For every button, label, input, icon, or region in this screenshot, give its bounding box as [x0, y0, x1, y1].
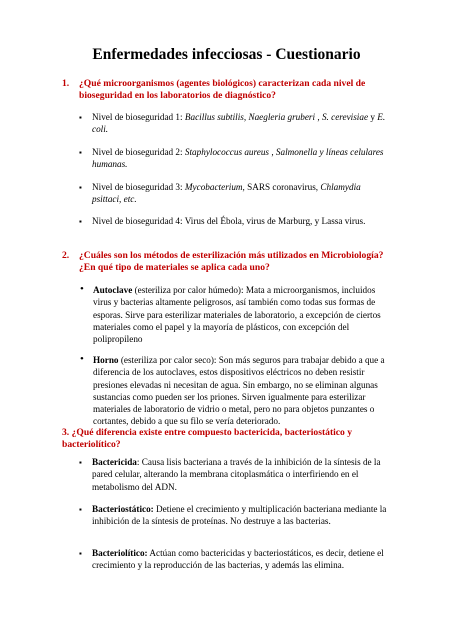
list-item	[92, 146, 392, 171]
item-term: Bacteriostático:	[92, 504, 154, 514]
item-term: Horno	[93, 355, 119, 365]
page-title: Enfermedades infecciosas - Cuestionario	[92, 46, 361, 63]
list-item	[92, 503, 392, 528]
item-text: : Causa lisis bacteriana a través de la inhibición de la síntesis de la pared celular, alterando la membrana citoplasmática o interfiriendo en el metabolismo del ADN.	[92, 457, 381, 492]
item-term: Bacteriolítico:	[92, 548, 148, 558]
item-text: (esteriliza por calor húmedo): Mata a microorganismos, incluidos virus y bacterias altamente peligrosos, así también como todas sus formas de esporas. Sirve para esterilizar materiales de laboratorio, a excepción de ciertos materiales como el papel y la mayoría de plásticos, con excepción del polipropileno	[93, 285, 381, 345]
bullet-icon: •	[80, 283, 84, 295]
item-text: ,	[315, 112, 322, 122]
bullet-icon: ▪	[79, 458, 82, 467]
item-text: Actúan como bactericidas y bacteriostáticos, es decir, detiene el crecimiento y la reproducción de las bacterias, y además las elimina.	[92, 548, 384, 571]
item-text: Nivel de bioseguridad 1:	[92, 112, 185, 122]
item-text: y	[368, 112, 378, 122]
bullet-icon: ▪	[79, 549, 82, 558]
item-text: Nivel de bioseguridad 3:	[92, 182, 185, 192]
question-3-text: 3. ¿Qué diferencia existe entre compuesto bactericida, bacteriostático y bacteriolítico?	[62, 427, 353, 451]
item-text: Nivel de bioseguridad 2:	[92, 147, 185, 157]
list-item	[92, 547, 392, 572]
bullet-icon: ▪	[79, 148, 82, 157]
question-2-number: 2.	[62, 250, 70, 261]
item-term: Autoclave	[93, 285, 133, 295]
item-text: SARS coronavirus,	[244, 182, 321, 192]
bullet-icon: •	[80, 353, 84, 365]
question-1-number: 1.	[62, 78, 70, 89]
bullet-icon: ▪	[79, 505, 82, 514]
item-italic: S. cerevisiae	[321, 112, 369, 122]
question-1-text: ¿Qué microorganismos (agentes biológicos) caracterizan cada nivel de bioseguridad en los laboratorios de diagnóstico?	[79, 78, 366, 102]
item-italic: E. coli.	[92, 112, 386, 135]
bullet-icon: ▪	[79, 183, 82, 192]
item-text: Detiene el crecimiento y multiplicación bacteriana mediante la inhibición de la síntesis de proteínas. No destruye a las bacterias.	[92, 504, 387, 527]
list-item	[93, 354, 393, 428]
item-italic: Bacillus subtilis, Naegleria gruberi	[184, 112, 316, 122]
item-italic: Salmonella y líneas celulares humanas.	[92, 147, 384, 170]
list-item	[92, 181, 392, 206]
item-text: ,	[269, 147, 276, 157]
list-item	[93, 284, 393, 345]
item-italic: Mycobacterium,	[184, 182, 245, 192]
question-2-text: ¿Cuáles son los métodos de esterilización más utilizados en Microbiología? ¿En qué tipo de materiales se aplica cada uno?	[79, 250, 384, 274]
item-italic: Staphylococcus aureus	[184, 147, 270, 157]
item-text: (esteriliza por calor seco): Son más seguros para trabajar debido a que a diferencia de los autoclaves, estos dispositivos eléctricos no deben resistir presiones elevadas ni necesitan de agua. Sin embargo, no se eliminan algunas sustancias como pueden ser los priones. Sirven igualmente para esterilizar materiales de laboratorio de vidrio o metal, pero no para objetos punzantes o cortantes, debido a que su filo se vería deteriorado.	[93, 355, 385, 427]
bullet-icon: ▪	[79, 113, 82, 122]
list-item: Nivel de bioseguridad 4: Virus del Ébola, virus de Marburg, y Lassa virus.	[92, 216, 366, 226]
item-term: Bactericida	[92, 457, 137, 467]
list-item	[92, 111, 392, 136]
item-italic: Chlamydia psittaci, etc.	[92, 182, 361, 205]
bullet-icon: ▪	[79, 217, 82, 226]
list-item	[92, 456, 392, 493]
